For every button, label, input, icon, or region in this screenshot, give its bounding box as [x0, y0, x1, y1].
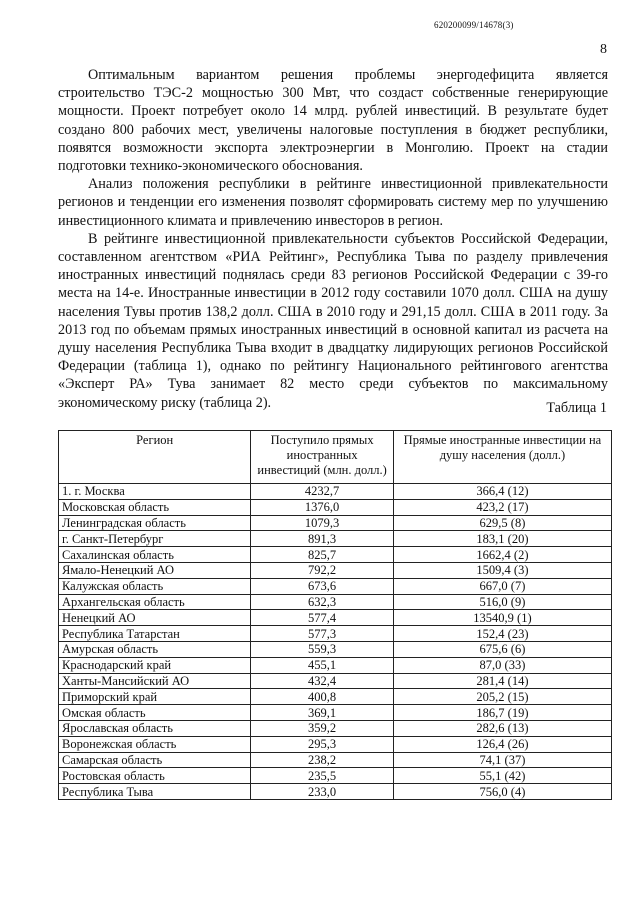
table-row [59, 610, 612, 626]
table-row [59, 578, 612, 594]
cell-region: Ненецкий АО [59, 610, 251, 626]
cell-investments: 577,3 [251, 626, 394, 642]
cell-investments: 432,4 [251, 673, 394, 689]
cell-region: Московская область [59, 499, 251, 515]
cell-investments: 1079,3 [251, 515, 394, 531]
cell-per-capita: 74,1 (37) [393, 752, 611, 768]
cell-region: Архангельская область [59, 594, 251, 610]
cell-region: Приморский край [59, 689, 251, 705]
document-id: 620200099/14678(3) [434, 20, 514, 30]
cell-per-capita: 281,4 (14) [393, 673, 611, 689]
table-row [59, 768, 612, 784]
table-row [59, 562, 612, 578]
cell-per-capita: 152,4 (23) [393, 626, 611, 642]
cell-region: 1. г. Москва [59, 484, 251, 500]
table-row [59, 736, 612, 752]
table-row [59, 720, 612, 736]
cell-per-capita: 756,0 (4) [393, 784, 611, 800]
cell-per-capita: 629,5 (8) [393, 515, 611, 531]
table-row [59, 641, 612, 657]
paragraph: Анализ положения республики в рейтинге инвестиционной привлекательности регионов и тенденции его изменения позволят сформировать систему мер по улучшению инвестиционного климата и привлечению инвесторов в регион. [58, 176, 608, 229]
cell-region: Ханты-Мансийский АО [59, 673, 251, 689]
cell-investments: 891,3 [251, 531, 394, 547]
cell-per-capita: 13540,9 (1) [393, 610, 611, 626]
cell-investments: 400,8 [251, 689, 394, 705]
table-row [59, 484, 612, 500]
cell-investments: 359,2 [251, 720, 394, 736]
cell-per-capita: 186,7 (19) [393, 705, 611, 721]
cell-region: Самарская область [59, 752, 251, 768]
table-row [59, 752, 612, 768]
table-row [59, 499, 612, 515]
cell-region: Амурская область [59, 641, 251, 657]
cell-investments: 369,1 [251, 705, 394, 721]
cell-per-capita: 1662,4 (2) [393, 547, 611, 563]
body-text [58, 66, 608, 412]
investment-table [58, 430, 612, 800]
table-row [59, 705, 612, 721]
page-number: 8 [600, 42, 607, 57]
cell-region: Республика Татарстан [59, 626, 251, 642]
cell-per-capita: 183,1 (20) [393, 531, 611, 547]
cell-per-capita: 1509,4 (3) [393, 562, 611, 578]
cell-investments: 559,3 [251, 641, 394, 657]
cell-investments: 1376,0 [251, 499, 394, 515]
cell-region: Краснодарский край [59, 657, 251, 673]
cell-per-capita: 667,0 (7) [393, 578, 611, 594]
cell-per-capita: 205,2 (15) [393, 689, 611, 705]
cell-region: Республика Тыва [59, 784, 251, 800]
cell-region: Ярославская область [59, 720, 251, 736]
cell-investments: 233,0 [251, 784, 394, 800]
cell-investments: 235,5 [251, 768, 394, 784]
table-row [59, 657, 612, 673]
cell-investments: 825,7 [251, 547, 394, 563]
cell-investments: 238,2 [251, 752, 394, 768]
cell-investments: 4232,7 [251, 484, 394, 500]
cell-investments: 295,3 [251, 736, 394, 752]
cell-investments: 577,4 [251, 610, 394, 626]
cell-region: Омская область [59, 705, 251, 721]
table-header-row [59, 431, 612, 484]
cell-per-capita: 675,6 (6) [393, 641, 611, 657]
cell-investments: 673,6 [251, 578, 394, 594]
table-row [59, 547, 612, 563]
cell-per-capita: 366,4 (12) [393, 484, 611, 500]
cell-per-capita: 516,0 (9) [393, 594, 611, 610]
column-header-per-capita: Прямые иностранные инвестиции на душу населения (долл.) [393, 431, 611, 484]
cell-region: Калужская область [59, 578, 251, 594]
cell-per-capita: 126,4 (26) [393, 736, 611, 752]
column-header-investments: Поступило прямых иностранных инвестиций (млн. долл.) [251, 431, 394, 484]
cell-investments: 455,1 [251, 657, 394, 673]
table-row [59, 689, 612, 705]
cell-region: Ямало-Ненецкий АО [59, 562, 251, 578]
paragraph: Оптимальным вариантом решения проблемы энергодефицита является строительство ТЭС-2 мощностью 300 Мвт, что создаст собственные генерирующие мощности. Проект потребует около 14 млрд. рублей инвестиций. В результате будет создано 800 рабочих мест, увеличены налоговые поступления в бюджет республики, появятся возможности экспорта электроэнергии в Монголию. Проект на стадии подготовки технико-экономического обоснования. [58, 67, 608, 175]
cell-per-capita: 87,0 (33) [393, 657, 611, 673]
cell-investments: 632,3 [251, 594, 394, 610]
table-row [59, 594, 612, 610]
cell-region: Воронежская область [59, 736, 251, 752]
table-row [59, 531, 612, 547]
cell-investments: 792,2 [251, 562, 394, 578]
table-body [59, 484, 612, 800]
cell-region: г. Санкт-Петербург [59, 531, 251, 547]
cell-region: Ленинградская область [59, 515, 251, 531]
paragraph: В рейтинге инвестиционной привлекательности субъектов Российской Федерации, составленном агентством «РИА Рейтинг», Республика Тыва по разделу привлечения иностранных инвестиций поднялась среди 83 регионов Российской Федерации с 39-го места на 14-е. Иностранные инвестиции в 2012 году составили 1070 долл. США на душу населения Тувы против 138,2 долл. США в 2010 году и 291,15 долл. США в 2011 году. За 2013 год по объемам прямых иностранных инвестиций в основной капитал из расчета на душу населения Республика Тыва входит в двадцатку лидирующих регионов Российской Федерации (таблица 1), однако по рейтингу Национального рейтингового агентства «Эксперт РА» Тува занимает 82 место среди субъектов по максимальному экономическому риску (таблица 2). [58, 230, 608, 411]
cell-per-capita: 55,1 (42) [393, 768, 611, 784]
table-row [59, 515, 612, 531]
table-row [59, 784, 612, 800]
cell-per-capita: 423,2 (17) [393, 499, 611, 515]
table-row [59, 673, 612, 689]
cell-region: Ростовская область [59, 768, 251, 784]
cell-per-capita: 282,6 (13) [393, 720, 611, 736]
table-row [59, 626, 612, 642]
cell-region: Сахалинская область [59, 547, 251, 563]
table-caption: Таблица 1 [546, 400, 607, 416]
column-header-region: Регион [59, 431, 251, 484]
